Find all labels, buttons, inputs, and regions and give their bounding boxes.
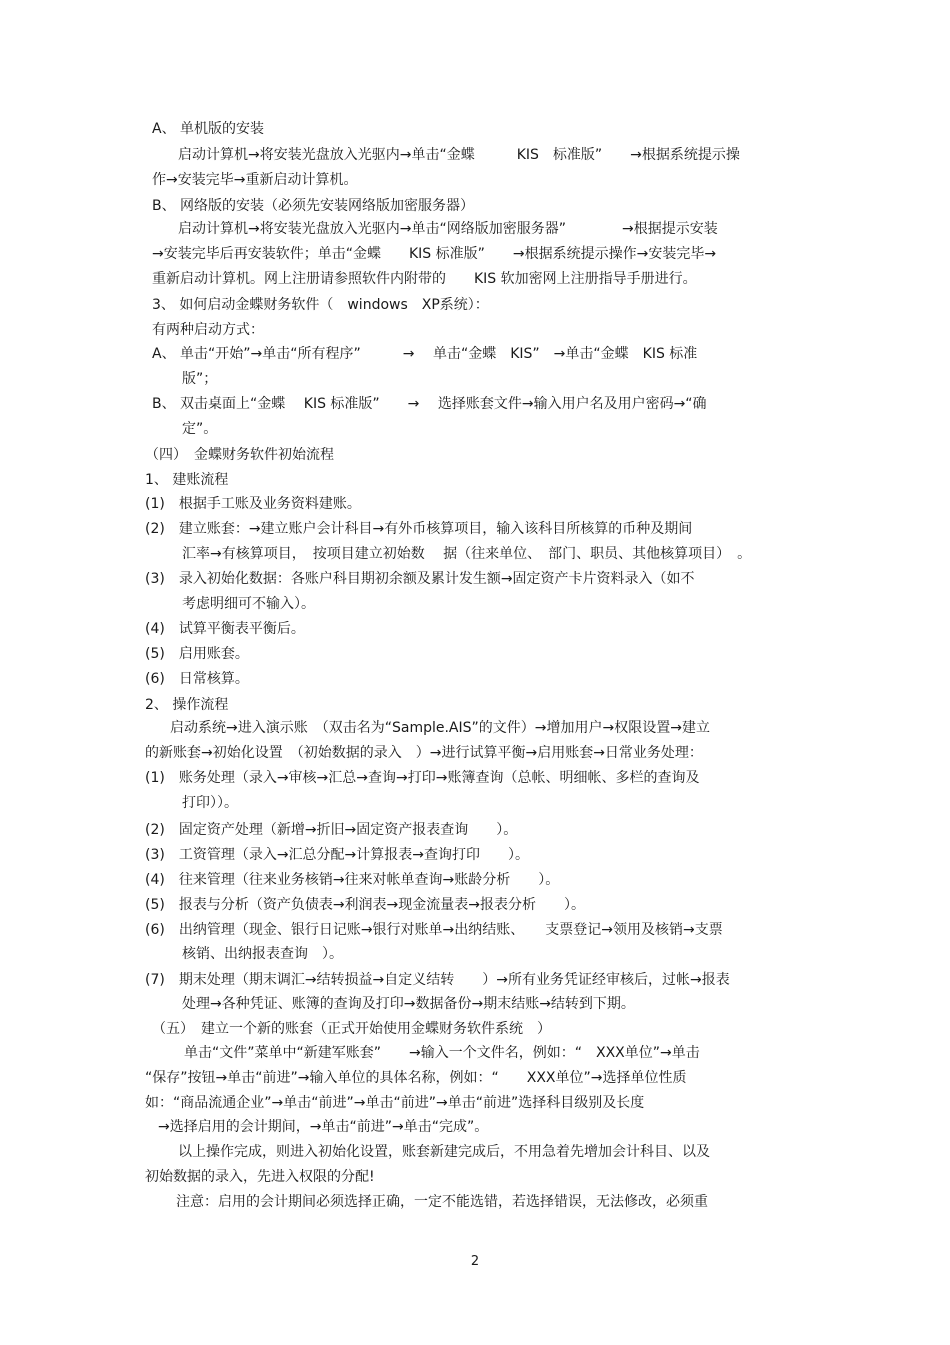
text-line: (6) 日常核算。 [145,671,249,687]
text-line: “保存”按钮→单击“前进”→输入单位的具体名称，例如：“ XXX单位”→选择单位性质 [145,1070,687,1086]
text-line: 重新启动计算机。网上注册请参照软件内附带的 KIS 软加密网上注册指导手册进行。 [152,271,697,287]
text-line: (5) 报表与分析（资产负债表→利润表→现金流量表→报表分析 ）。 [145,897,586,913]
text-line: 注意：启用的会计期间必须选择正确，一定不能选错，若选择错误，无法修改，必须重 [176,1194,708,1210]
text-line: (3) 工资管理（录入→汇总分配→计算报表→查询打印 ）。 [145,847,530,863]
text-line: 单击“文件”菜单中“新建军账套” →输入一个文件名，例如：“ XXX单位”→单击 [184,1045,700,1061]
text-line: 考虑明细可不输入）。 [182,596,315,612]
text-line: (4) 往来管理（往来业务核销→往来对帐单查询→账龄分析 ）。 [145,872,560,888]
text-line: (3) 录入初始化数据：各账户科目期初余额及累计发生额→固定资产卡片资料录入（如不 [145,571,695,587]
text-line: 定”。 [182,421,218,437]
text-line: (4) 试算平衡表平衡后。 [145,621,305,637]
text-line: (7) 期末处理（期末调汇→结转损益→自定义结转 ）→所有业务凭证经审核后，过帐→报表 [145,972,730,988]
page-number: 2 [470,1254,480,1269]
text-line: A、 单击“开始”→单击“所有程序” → 单击“金蝶 KIS” →单击“金蝶 KIS 标准 [152,346,698,362]
text-line: 启动计算机→将安装光盘放入光驱内→单击“金蝶 KIS 标准版” →根据系统提示操 [178,147,740,163]
text-line: 作→安装完毕→重新启动计算机。 [152,172,358,188]
text-line: （五） 建立一个新的账套（正式开始使用金蝶财务软件系统 ） [152,1021,551,1037]
text-line: 版”； [182,371,218,387]
text-line: 启动系统→进入演示账 （双击名为“Sample.AIS”的文件）→增加用户→权限设置→建立 [170,720,710,736]
text-line: 汇率→有核算项目， 按项目建立初始数 据（往来单位、 部门、职员、其他核算项目） 。 [182,546,752,562]
text-line: (2) 固定资产处理（新增→折旧→固定资产报表查询 ）。 [145,822,518,838]
text-line: B、 双击桌面上“金蝶 KIS 标准版” → 选择账套文件→输入用户名及用户密码→“确 [152,396,707,412]
text-line: A、 单机版的安装 [152,121,265,137]
text-line: 处理→各种凭证、账簿的查询及打印→数据备份→期末结账→结转到下期。 [182,996,635,1012]
text-line: （四） 金蝶财务软件初始流程 [145,447,334,463]
text-line: →选择启用的会计期间，→单击“前进”→单击“完成”。 [158,1119,489,1135]
text-line: 以上操作完成，则进入初始化设置，账套新建完成后，不用急着先增加会计科目、以及 [178,1144,710,1160]
text-line: 初始数据的录入，先进入权限的分配! [145,1169,375,1185]
text-line: (6) 出纳管理（现金、银行日记账→银行对账单→出纳结账、 支票登记→领用及核销→支票 [145,922,723,938]
text-line: 核销、出纳报表查询 ）。 [182,946,343,962]
text-line: 的新账套→初始化设置 （初始数据的录入 ）→进行试算平衡→启用账套→日常业务处理： [145,745,703,761]
text-line: 启动计算机→将安装光盘放入光驱内→单击“网络版加密服务器” →根据提示安装 [178,221,718,237]
text-line: 如：“商品流通企业”→单击“前进”→单击“前进”→单击“前进”选择科目级别及长度 [145,1095,645,1111]
text-line: 1、 建账流程 [145,472,229,488]
text-line: (1) 账务处理（录入→审核→汇总→查询→打印→账簿查询（总帐、明细帐、多栏的查询及 [145,770,700,786]
text-line: 2、 操作流程 [145,697,229,713]
text-line: B、 网络版的安装（必须先安装网络版加密服务器） [152,198,475,214]
text-line: (1) 根据手工账及业务资料建账。 [145,496,361,512]
text-line: (5) 启用账套。 [145,646,249,662]
text-line: 有两种启动方式： [152,322,264,338]
text-line: →安装完毕后再安装软件；单击“金蝶 KIS 标准版” →根据系统提示操作→安装完毕→ [152,246,717,262]
text-line: 3、 如何启动金蝶财务软件（ windows XP系统）： [152,297,489,313]
text-line: 打印））。 [182,795,238,811]
text-line: (2) 建立账套：→建立账户会计科目→有外币核算项目，输入该科目所核算的币种及期间 [145,521,693,537]
